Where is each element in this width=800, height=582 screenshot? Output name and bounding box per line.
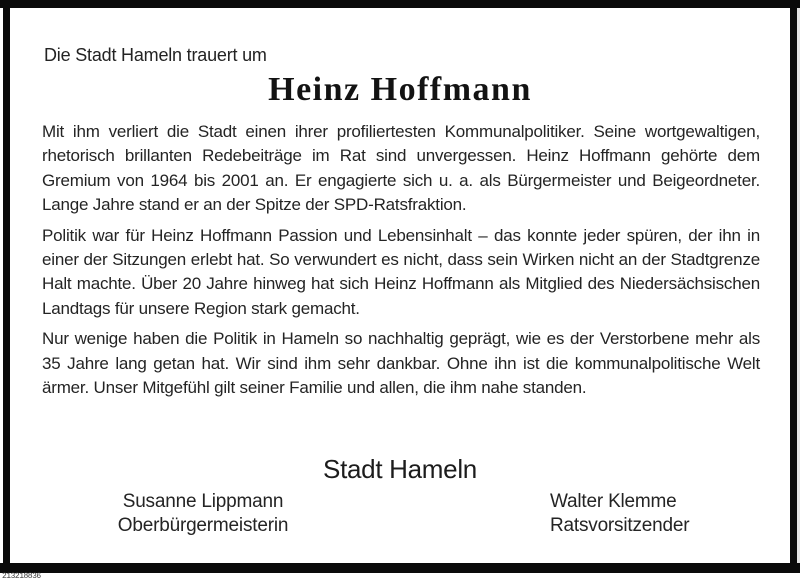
signatory-right [550,490,770,538]
signatory-left [83,490,323,538]
signatories-row [10,490,790,542]
frame-left-border [3,8,10,563]
signatory-right-title: Ratsvorsitzender [550,515,690,536]
reference-number: 213218836 [2,572,41,581]
obituary-text-block [42,120,760,406]
deceased-name-heading: Heinz Hoffmann [268,71,532,108]
organization-name: Stadt Hameln [323,454,477,484]
obituary-paragraph-1: Mit ihm verliert die Stadt einen ihrer profiliertesten Kommunalpolitiker. Seine wortgewaltigen, rhetorisch brillanten Redebeiträge im Rat sind unvergessen. Heinz Hoffmann gehörte dem Gremium von 1964 bis 2001 an. Er engagierte sich u. a. als Bürgermeister und Beigeordneter. Lange Jahre stand er an der Spitze der SPD-Ratsfraktion. [42,122,760,215]
frame-top-border [0,0,800,8]
obituary-paragraph-3: Nur wenige haben die Politik in Hameln so nachhaltig geprägt, wie es der Verstorbene mehr als 35 Jahre lang getan hat. Wir sind ihm sehr dankbar. Ohne ihn ist die kommunalpolitische Welt ärmer. Unser Mitgefühl gilt seiner Familie und allen, die ihm nahe standen. [42,329,760,398]
obituary-paragraph-2: Politik war für Heinz Hoffmann Passion und Lebensinhalt – das konnte jeder spüren, der ihn in einer der Sitzungen erlebt hat. So verwundert es nicht, dass sein Wirken nicht an der Stadtgrenze Halt machte. Über 20 Jahre hinweg hat sich Heinz Hoffmann als Mitglied des Niedersächsischen Landtags für unsere Region stark gemacht. [42,225,760,318]
signatory-left-title: Oberbürgermeisterin [117,515,289,536]
signatory-left-name: Susanne Lippmann [122,491,284,512]
obituary-content [10,8,790,563]
frame-right-border [790,8,797,563]
frame-bottom-border [0,563,800,573]
signatory-right-name: Walter Klemme [550,491,677,512]
intro-line: Die Stadt Hameln trauert um [44,45,267,65]
